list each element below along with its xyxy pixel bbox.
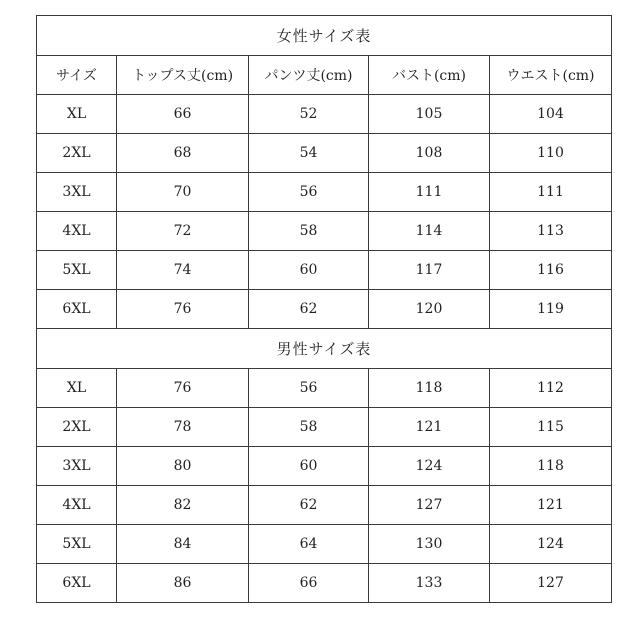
bust-cell: 105 — [369, 95, 490, 134]
top-length-cell: 74 — [117, 251, 249, 290]
waist-cell: 118 — [490, 447, 612, 486]
men-row — [37, 525, 612, 564]
pants-length-cell: 52 — [249, 95, 369, 134]
size-table — [36, 15, 612, 603]
size-cell: 2XL — [37, 134, 117, 173]
header-bust: バスト(cm) — [369, 56, 490, 95]
pants-length-cell: 60 — [249, 251, 369, 290]
women-row — [37, 173, 612, 212]
top-length-cell: 76 — [117, 290, 249, 329]
men-row — [37, 486, 612, 525]
bust-cell: 108 — [369, 134, 490, 173]
size-cell: 2XL — [37, 408, 117, 447]
top-length-cell: 84 — [117, 525, 249, 564]
header-pants-length: パンツ丈(cm) — [249, 56, 369, 95]
size-chart — [36, 15, 611, 603]
bust-cell: 111 — [369, 173, 490, 212]
pants-length-cell: 62 — [249, 486, 369, 525]
size-cell: 3XL — [37, 447, 117, 486]
bust-cell: 117 — [369, 251, 490, 290]
bust-cell: 124 — [369, 447, 490, 486]
top-length-cell: 80 — [117, 447, 249, 486]
men-section-title: 男性サイズ表 — [37, 329, 612, 369]
waist-cell: 104 — [490, 95, 612, 134]
size-cell: 4XL — [37, 212, 117, 251]
pants-length-cell: 54 — [249, 134, 369, 173]
women-row — [37, 212, 612, 251]
bust-cell: 114 — [369, 212, 490, 251]
waist-cell: 127 — [490, 564, 612, 603]
waist-cell: 110 — [490, 134, 612, 173]
bust-cell: 127 — [369, 486, 490, 525]
size-table-body — [37, 16, 612, 603]
bust-cell: 120 — [369, 290, 490, 329]
size-cell: 6XL — [37, 564, 117, 603]
pants-length-cell: 64 — [249, 525, 369, 564]
men-row — [37, 369, 612, 408]
top-length-cell: 82 — [117, 486, 249, 525]
men-row — [37, 408, 612, 447]
bust-cell: 121 — [369, 408, 490, 447]
women-section-title: 女性サイズ表 — [37, 16, 612, 56]
size-cell: 6XL — [37, 290, 117, 329]
pants-length-cell: 58 — [249, 408, 369, 447]
women-title-row — [37, 16, 612, 56]
pants-length-cell: 60 — [249, 447, 369, 486]
top-length-cell: 76 — [117, 369, 249, 408]
size-cell: 5XL — [37, 525, 117, 564]
men-row — [37, 447, 612, 486]
top-length-cell: 86 — [117, 564, 249, 603]
bust-cell: 118 — [369, 369, 490, 408]
top-length-cell: 66 — [117, 95, 249, 134]
size-cell: XL — [37, 369, 117, 408]
women-row — [37, 134, 612, 173]
waist-cell: 119 — [490, 290, 612, 329]
header-waist: ウエスト(cm) — [490, 56, 612, 95]
waist-cell: 112 — [490, 369, 612, 408]
women-row — [37, 290, 612, 329]
size-cell: XL — [37, 95, 117, 134]
waist-cell: 116 — [490, 251, 612, 290]
women-row — [37, 95, 612, 134]
men-title-row — [37, 329, 612, 369]
waist-cell: 111 — [490, 173, 612, 212]
header-row — [37, 56, 612, 95]
waist-cell: 115 — [490, 408, 612, 447]
bust-cell: 130 — [369, 525, 490, 564]
size-cell: 5XL — [37, 251, 117, 290]
pants-length-cell: 56 — [249, 173, 369, 212]
size-cell: 3XL — [37, 173, 117, 212]
waist-cell: 124 — [490, 525, 612, 564]
top-length-cell: 68 — [117, 134, 249, 173]
waist-cell: 121 — [490, 486, 612, 525]
pants-length-cell: 56 — [249, 369, 369, 408]
header-top-length: トップス丈(cm) — [117, 56, 249, 95]
pants-length-cell: 62 — [249, 290, 369, 329]
waist-cell: 113 — [490, 212, 612, 251]
pants-length-cell: 66 — [249, 564, 369, 603]
header-size: サイズ — [37, 56, 117, 95]
size-cell: 4XL — [37, 486, 117, 525]
top-length-cell: 78 — [117, 408, 249, 447]
top-length-cell: 72 — [117, 212, 249, 251]
pants-length-cell: 58 — [249, 212, 369, 251]
men-row — [37, 564, 612, 603]
top-length-cell: 70 — [117, 173, 249, 212]
women-row — [37, 251, 612, 290]
bust-cell: 133 — [369, 564, 490, 603]
